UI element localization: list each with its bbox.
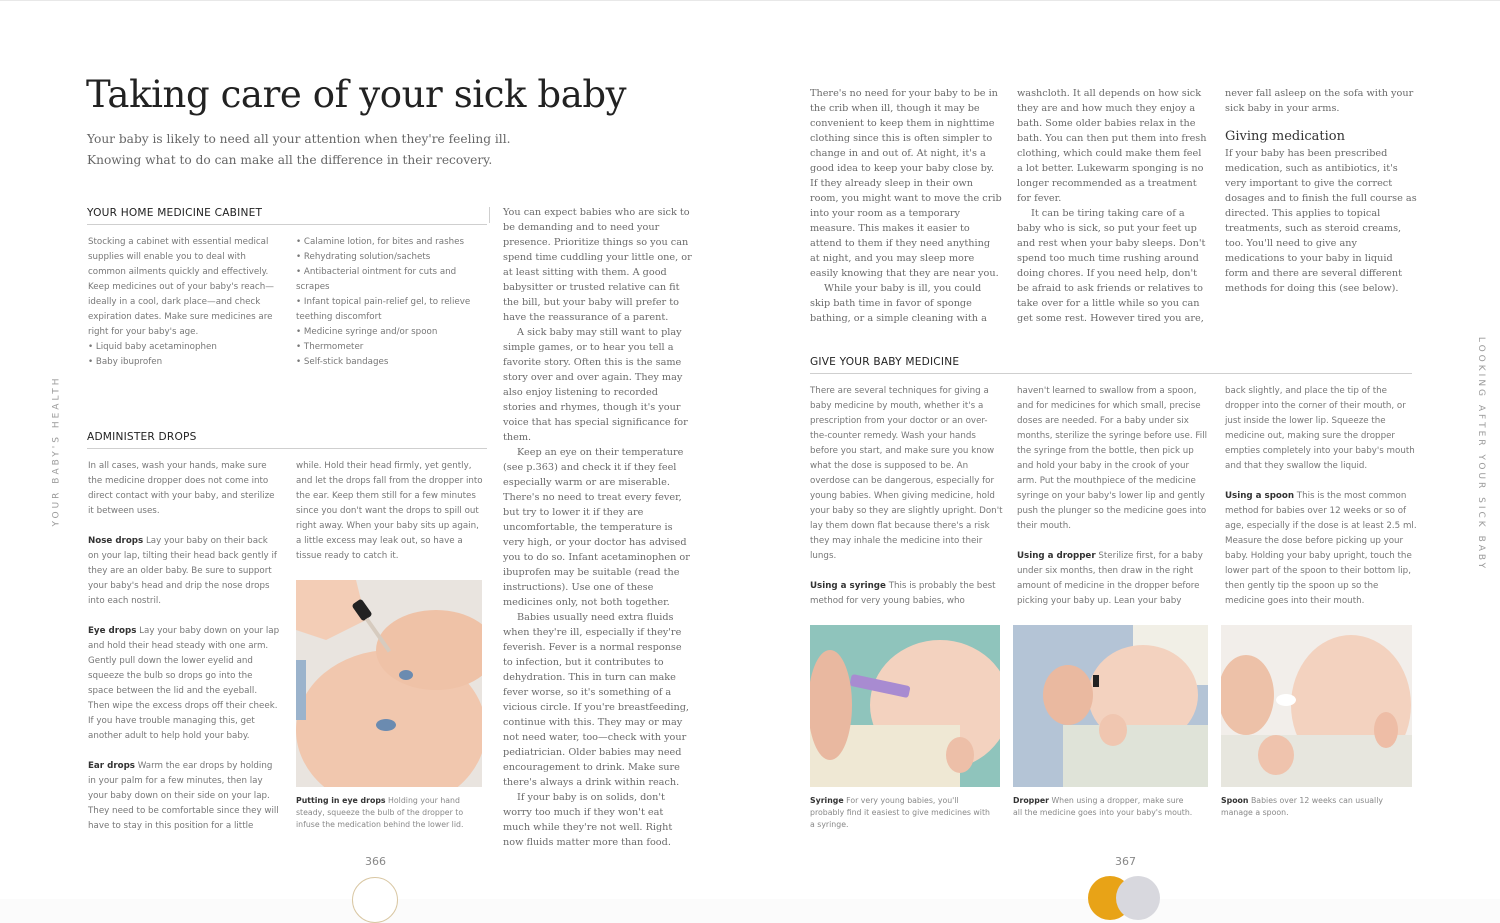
right-page [750,1,1500,899]
medicine-list-col1 [88,340,280,370]
dropper-photo [1013,625,1208,787]
spoon-label: Using a spoon [1225,491,1295,501]
dropper-text: Sterilize first, for a baby under six months, then draw in the right amount of medicine in the dropper before picking your baby up. Lean your baby [1017,551,1203,606]
nose-drops-label: Nose drops [88,536,144,546]
body-paragraph: washcloth. It all depends on how sick they are and how much they enjoy a bath. Some older babies relax in the bath. You can then put them into fresh clothing, which could make them feel a lot better. Lukewarm sponging is no longer recommended as a treatment for fever. [1017,88,1207,204]
list-item: • Rehydrating solution/sachets [296,250,486,265]
nose-drops-text: Lay your baby on their back on your lap, tilting their head back gently if they are an older baby. Be sure to support your baby's head and drip the nose drops into each nostril. [88,536,277,606]
list-item: • Liquid baby acetaminophen [88,340,280,355]
page-title: Taking care of your sick baby [86,73,627,116]
list-item: • Thermometer [296,340,486,355]
eye-drops-photo [296,580,482,787]
list-item: • Self-stick bandages [296,355,486,370]
eye-drops-text: Lay your baby down on your lap and hold their head steady with one arm. Gently pull down the lower eyelid and squeeze the bulb so drops go into the space between the lid and the eyeball. Then wipe the excess drops off their cheek. If you have trouble managing this, get another adult to help hold your baby. [88,626,280,741]
baby-eye-drops-image [296,580,482,787]
main-paragraph: Babies usually need extra fluids when they're ill, especially if they're feverish. Fever is a normal response to infection, but it contributes to dehydration. This in turn can make fever worse, so it's something of a vicious circle. If you're breastfeeding, continue with this. They may or may not need water, too—check with your pediatrician. Older babies may need encouragement to drink. Make sure there's always a drink within reach. [503,612,690,788]
main-paragraph: Keep an eye on their temperature (see p.363) and check it if they feel especially warm or are miserable. There's no need to treat every fever, but try to lower it if they are uncomfortable, the temperature is very high, or your doctor has advised you to do so. Infant acetaminophen or ibuprofen may be suitable (read the instructions). Use one of these medicines only, not both together. [503,447,690,608]
dropper-caption [1013,795,1193,819]
baby-syringe-image [810,625,1000,787]
syringe-caption [810,795,990,831]
list-item: • Antibacterial ointment for cuts and scrapes [296,265,486,295]
giving-medication-heading: Giving medication [1225,129,1345,144]
body-paragraph: There's no need for your baby to be in the crib when ill, though it may be convenient to keep them in nighttime clothing since this is often simpler to change in and out of. At night, it's a good idea to keep your baby close by. If they already sleep in their own room, you might want to move the crib into your room as a temporary measure. This makes it easier to attend to them if they need anything at night, and you may sleep more easily knowing that they are near you. [810,88,1002,279]
spoon-photo [1221,625,1412,787]
ear-drops-text: Warm the ear drops by holding in your palm for a few minutes, then lay your baby down on their side on your lap. They need to be comfortable since they will have to stay in this position for a little [88,761,279,831]
list-item: • Infant topical pain-relief gel, to relieve teething discomfort [296,295,486,325]
list-item: • Baby ibuprofen [88,355,280,370]
list-item: • Medicine syringe and/or spoon [296,325,486,340]
eye-drops-paragraph [88,624,280,744]
give-medicine-intro: There are several techniques for giving a baby medicine by mouth, whether it's a prescription from your doctor or an over-the-counter remedy. Wash your hands before you start, and make sure you know what the dose is supposed to be. An overdose can be dangerous, especially for young babies. When giving medicine, hold your baby so they are slightly upright. Don't lay them down flat because there's a risk they may inhale the medicine into their lungs. [810,386,1003,561]
syringe-paragraph [810,579,1004,609]
main-paragraph: You can expect babies who are sick to be demanding and to need your presence. Prioritize things so you can spend time cuddling your little one, or at least sitting with them. A good babysitter or trusted relative can fit the bill, but your baby will prefer to have the reassurance of a parent. [503,207,692,323]
syringe-text-cont: haven't learned to swallow from a spoon, and for medicines for which small, precise doses are needed. For a baby under six months, sterilize the syringe before use. Fill the syringe from the bottle, then pick up and hold your baby in the crook of your arm. Put the mouthpiece of the medicine syringe on your baby's lower lip and gently push the plunger so the medicine goes into their mouth. [1017,386,1208,531]
caption-text: For very young babies, you'll probably find it easiest to give medicines with a syringe. [810,796,990,829]
spoon-caption [1221,795,1401,819]
tab-marker-left [352,877,398,923]
body-paragraph: It can be tiring taking care of a baby who is sick, so put your feet up and rest when your baby sleeps. Don't spend too much time rushing around doing chores. If you need help, don't be afraid to ask friends or relatives to take over for a little while so you can get some rest. However tired you are, [1017,208,1206,324]
dropper-text-cont: back slightly, and place the tip of the dropper into the corner of their mouth, or just inside the lower lip. Squeeze the medicine out, making sure the dropper empties completely into your baby's mouth and that they swallow the liquid. [1225,386,1415,471]
page-intro: Your baby is likely to need all your attention when they're feeling ill. Knowing what to do can make all the difference in their recovery. [87,132,511,167]
column-rule [489,207,490,223]
caption-label: Spoon [1221,796,1249,805]
give-medicine-col1 [810,384,1004,609]
syringe-label: Using a syringe [810,581,886,591]
dropper-paragraph [1017,549,1211,609]
left-page [0,1,750,899]
right-col2 [1017,86,1209,326]
medicine-cabinet-heading: YOUR HOME MEDICINE CABINET [87,207,487,225]
body-paragraph: never fall asleep on the sofa with your sick baby in your arms. [1225,88,1414,114]
medicine-list-col2 [296,235,486,370]
give-medicine-col3 [1225,384,1419,609]
left-side-tab: YOUR BABY'S HEALTH [51,375,62,527]
eye-drops-caption [296,795,482,831]
main-column [503,205,693,850]
caption-text: When using a dropper, make sure all the medicine goes into your baby's mouth. [1013,796,1193,817]
administer-drops-heading: ADMINISTER DROPS [87,431,487,449]
drops-col2: while. Hold their head firmly, yet gently, and let the drops fall from the dropper into the ear. Keep them still for a few minutes since you don't want the drops to spill out right away. When your baby sits up again, a little excess may leak out, so have a tissue ready to catch it. [296,461,483,561]
ear-drops-paragraph [88,759,280,834]
caption-label: Putting in eye drops [296,796,386,805]
page-number-right: 367 [1115,855,1136,868]
caption-label: Syringe [810,796,844,805]
dropper-label: Using a dropper [1017,551,1096,561]
medicine-cabinet-col1 [88,235,280,370]
main-paragraph: If your baby is on solids, don't worry too much if they won't eat much while they're not well. Right now fluids matter more than food. [503,792,673,848]
tab-marker-grey [1116,876,1160,920]
body-paragraph: While your baby is ill, you could skip bath time in favor of sponge bathing, or a simple cleaning with a [810,283,987,324]
spoon-text: This is the most common method for babies over 12 weeks or so of age, especially if the dose is at least 2.5 ml. Measure the dose before picking up your baby. Holding your baby upright, touch the lower part of the spoon to their bottom lip, then gently tip the spoon up so the medicine goes into their mouth. [1225,491,1417,606]
medicine-cabinet-intro: Stocking a cabinet with essential medical supplies will enable you to deal with common ailments quickly and effectively. Keep medicines out of your baby's reach—ideally in a cool, dark place—and check expiration dates. Make sure medicines are right for your baby's age. [88,237,274,337]
page-number-left: 366 [365,855,386,868]
spoon-paragraph [1225,489,1419,609]
giving-medication-text: If your baby has been prescribed medication, such as antibiotics, it's very important to give the correct dosages and to finish the full course as directed. This applies to topical treatments, such as steroid creams, too. You'll need to give any medications to your baby in liquid form and there are several different methods for doing this (see below). [1225,148,1417,294]
medicine-cabinet-col2 [296,235,486,370]
syringe-text: This is probably the best method for very young babies, who [810,581,996,606]
give-medicine-heading: GIVE YOUR BABY MEDICINE [810,356,1412,374]
drops-col1 [88,459,280,834]
caption-text: Babies over 12 weeks can usually manage a spoon. [1221,796,1383,817]
syringe-photo [810,625,1000,787]
give-medicine-col2 [1017,384,1211,609]
list-item: • Calamine lotion, for bites and rashes [296,235,486,250]
right-col1 [810,86,1002,326]
ear-drops-label: Ear drops [88,761,135,771]
main-paragraph: A sick baby may still want to play simple games, or to hear you tell a favorite story. Often this is the same story over and over again. They may also enjoy listening to recorded stories and rhymes, though it's your voice that has special significance for them. [503,327,688,443]
nose-drops-paragraph [88,534,280,609]
baby-dropper-image [1013,625,1208,787]
right-side-tab: LOOKING AFTER YOUR SICK BABY [1476,336,1487,572]
caption-label: Dropper [1013,796,1049,805]
drops-intro: In all cases, wash your hands, make sure the medicine dropper does not come into direct contact with your baby, and sterilize it between uses. [88,461,275,516]
baby-spoon-image [1221,625,1412,787]
caption-text: Holding your hand steady, squeeze the bulb of the dropper to infuse the medication behind the lower lid. [296,796,464,829]
eye-drops-label: Eye drops [88,626,137,636]
right-col3 [1225,86,1417,296]
